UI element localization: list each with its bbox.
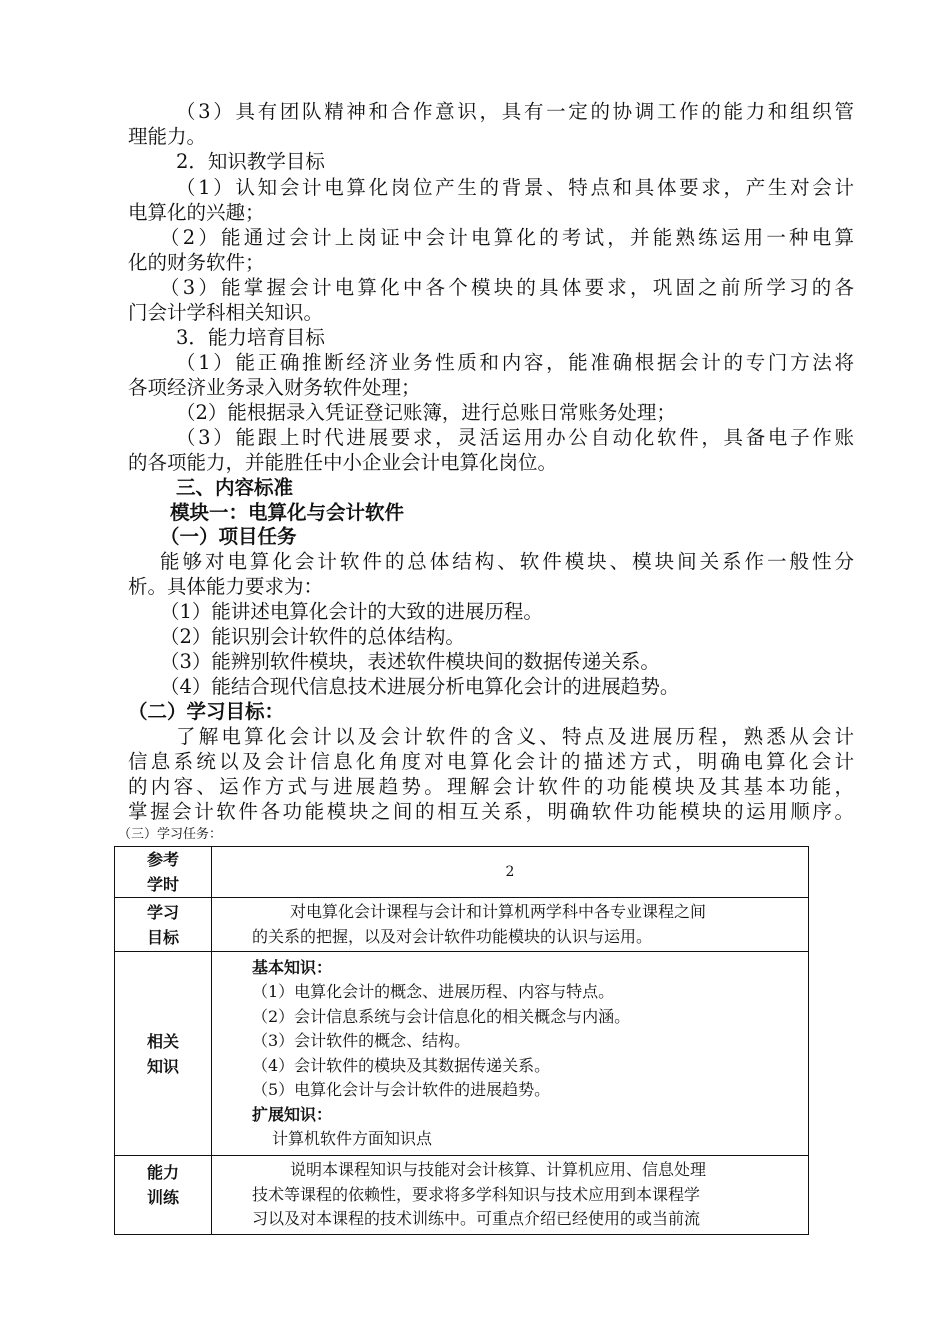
row-header-text: 知识 [146, 1056, 179, 1076]
skill-line: 说明本课程知识与技能对会计核算、计算机应用、信息处理 [290, 1160, 707, 1179]
text-line: （3）能掌握会计电算化中各个模块的具体要求，巩固之前所学习的各 [160, 276, 854, 299]
text-line: （3）能辨别软件模块，表述软件模块间的数据传递关系。 [160, 650, 660, 673]
text-line: 析。具体能力要求为： [128, 575, 324, 598]
text-line: 理能力。 [128, 125, 207, 148]
text-line: 掌握会计软件各功能模块之间的相互关系，明确软件功能模块的运用顺序。 [128, 800, 854, 823]
goal-line: 对电算化会计课程与会计和计算机两学科中各专业课程之间 [290, 902, 707, 921]
module-heading: 模块一：电算化与会计软件 [170, 501, 405, 524]
subsection-heading: （二）学习目标： [128, 700, 285, 723]
table-caption: （三）学习任务： [118, 827, 223, 842]
text-line: （3）具有团队精神和合作意识，具有一定的协调工作的能力和组织管 [176, 100, 854, 123]
text-line: 电算化的兴趣； [128, 201, 265, 224]
text-line: （2）能根据录入凭证登记账簿，进行总账日常账务处理； [176, 401, 676, 424]
basic-knowledge-label: 基本知识： [252, 957, 333, 977]
knowledge-item: （2）会计信息系统与会计信息化的相关概念与内涵。 [252, 1006, 631, 1026]
knowledge-item: （5）电算化会计与会计软件的进展趋势。 [252, 1080, 551, 1099]
hours-value: 2 [212, 847, 809, 898]
table-row [115, 1156, 809, 1235]
row-header-hours [115, 847, 212, 898]
row-header-knowledge [115, 952, 212, 1156]
section-heading: 2．知识教学目标 [176, 150, 325, 173]
row-header-text: 参考 [146, 850, 179, 869]
text-line: 的各项能力，并能胜任中小企业会计电算化岗位。 [128, 451, 558, 474]
table-row [115, 898, 809, 952]
goal-line: 的关系的把握，以及对会计软件功能模块的认识与运用。 [252, 926, 653, 946]
row-header-text: 学时 [146, 875, 179, 894]
text-line: （2）能通过会计上岗证中会计电算化的考试，并能熟练运用一种电算 [160, 226, 854, 249]
text-line: 能够对电算化会计软件的总体结构、软件模块、模块间关系作一般性分 [160, 550, 854, 573]
text-line: （1）能讲述电算化会计的大致的进展历程。 [160, 600, 543, 623]
row-header-text: 目标 [146, 927, 179, 947]
text-line: （4）能结合现代信息技术进展分析电算化会计的进展趋势。 [160, 675, 680, 698]
row-header-text: 能力 [146, 1163, 179, 1182]
knowledge-item: 计算机软件方面知识点 [272, 1129, 433, 1148]
text-line: 化的财务软件； [128, 251, 265, 274]
learning-task-table [114, 846, 809, 1235]
extended-knowledge-label: 扩展知识： [252, 1104, 333, 1124]
text-line: （1）能正确推断经济业务性质和内容，能准确根据会计的专门方法将 [176, 351, 854, 374]
row-header-text: 相关 [146, 1031, 179, 1051]
table-row [115, 847, 809, 898]
text-line: 的内容、运作方式与进展趋势。理解会计软件的功能模块及其基本功能， [128, 775, 854, 798]
skill-line: 习以及对本课程的技术训练中。可重点介绍已经使用的或当前流 [252, 1209, 701, 1228]
skill-cell [212, 1156, 809, 1235]
text-line: 各项经济业务录入财务软件处理； [128, 376, 421, 399]
knowledge-item: （3）会计软件的概念、结构。 [252, 1031, 471, 1050]
row-header-text: 训练 [146, 1188, 179, 1207]
row-header-text: 学习 [146, 902, 179, 922]
goal-cell [212, 898, 809, 952]
text-line: （3）能跟上时代进展要求，灵活运用办公自动化软件，具备电子作账 [176, 426, 854, 449]
knowledge-item: （1）电算化会计的概念、进展历程、内容与特点。 [252, 982, 615, 1001]
text-line: 信息系统以及会计信息化角度对电算化会计的描述方式，明确电算化会计 [128, 750, 854, 773]
row-header-skill [115, 1156, 212, 1235]
text-line: （2）能识别会计软件的总体结构。 [160, 625, 465, 648]
skill-line: 技术等课程的依赖性，要求将多学科知识与技术应用到本课程学 [252, 1184, 701, 1204]
text-line: 门会计学科相关知识。 [128, 301, 324, 324]
section-heading: 3．能力培育目标 [176, 326, 325, 349]
text-line: 了解电算化会计以及会计软件的含义、特点及进展历程，熟悉从会计 [176, 725, 854, 748]
subsection-heading: （一）项目任务 [160, 525, 297, 548]
knowledge-cell [212, 952, 809, 1156]
knowledge-item: （4）会计软件的模块及其数据传递关系。 [252, 1055, 551, 1075]
table-row [115, 952, 809, 1156]
text-line: （1）认知会计电算化岗位产生的背景、特点和具体要求，产生对会计 [176, 176, 854, 199]
section-heading: 三、内容标准 [176, 476, 294, 499]
row-header-goal [115, 898, 212, 952]
